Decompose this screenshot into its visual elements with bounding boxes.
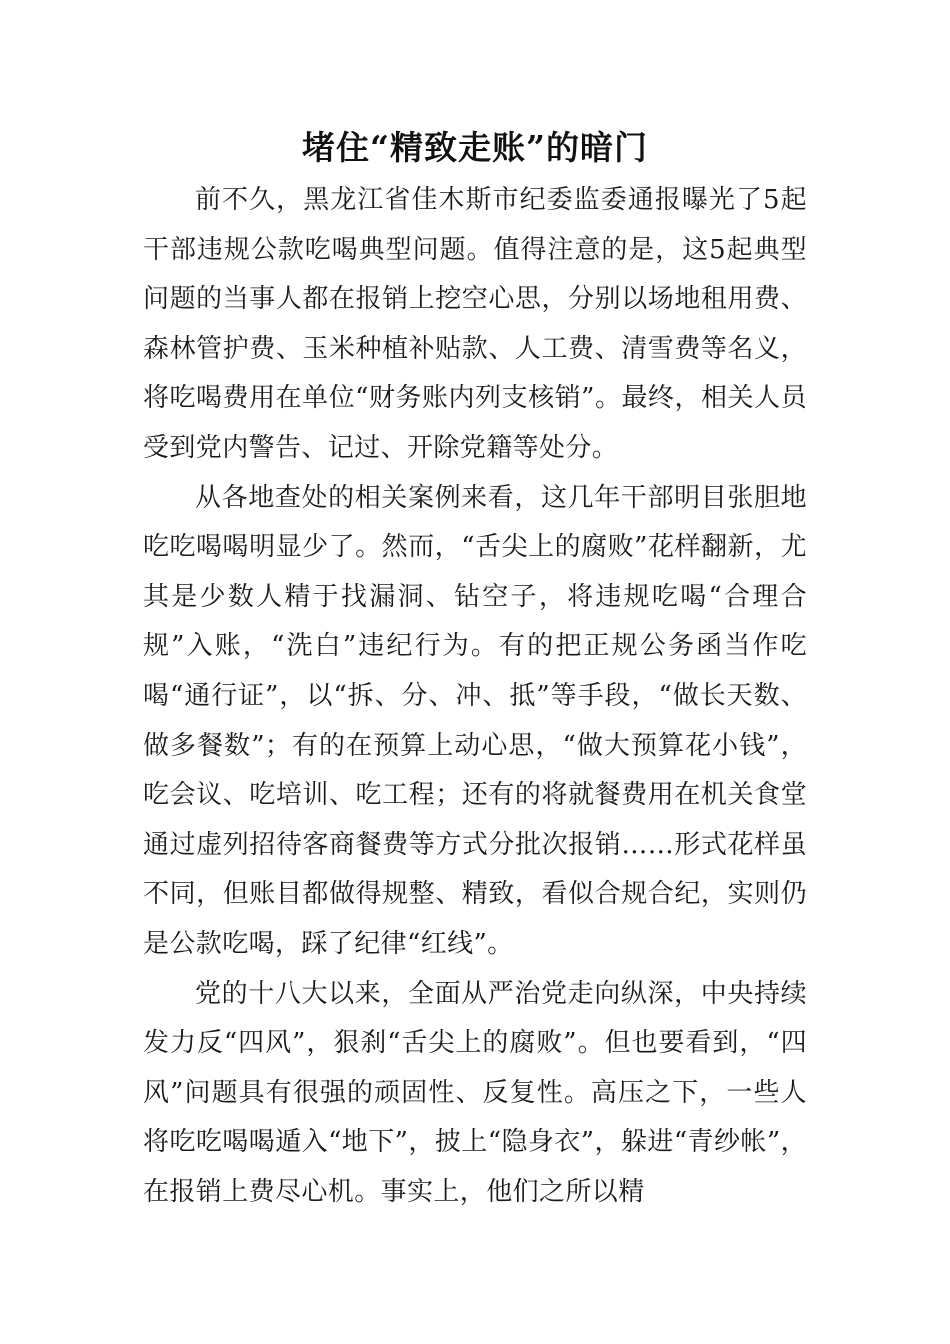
- paragraph-3: 党的十八大以来，全面从严治党走向纵深，中央持续发力反“四风”，狠刹“舌尖上的腐败”。但也要看到，“四风”问题具有很强的顽固性、反复性。高压之下，一些人将吃吃喝喝遁入“地下”，披上“隐身衣”，躲进“青纱帐”，在报销上费尽心机。事实上，他们之所以精: [143, 978, 807, 1207]
- document-title: 堵住“精致走账”的暗门: [302, 128, 648, 167]
- document-body: [143, 176, 807, 1217]
- paragraph-1: 前不久，黑龙江省佳木斯市纪委监委通报曝光了5起干部违规公款吃喝典型问题。值得注意的是，这5起典型问题的当事人都在报销上挖空心思，分别以场地租用费、森林管护费、玉米种植补贴款、人工费、清雪费等名义，将吃喝费用在单位“财务账内列支核销”。最终，相关人员受到党内警告、记过、开除党籍等处分。: [143, 185, 807, 463]
- paragraph-2: 从各地查处的相关案例来看，这几年干部明目张胆地吃吃喝喝明显少了。然而，“舌尖上的腐败”花样翻新，尤其是少数人精于找漏洞、钻空子，将违规吃喝“合理合规”入账，“洗白”违纪行为。有的把正规公务函当作吃喝“通行证”，以“拆、分、冲、抵”等手段，“做长天数、做多餐数”；有的在预算上动心思，“做大预算花小钱”，吃会议、吃培训、吃工程；还有的将就餐费用在机关食堂通过虚列招待客商餐费等方式分批次报销……形式花样虽不同，但账目都做得规整、精致，看似合规合纪，实则仍是公款吃喝，踩了纪律“红线”。: [143, 482, 807, 959]
